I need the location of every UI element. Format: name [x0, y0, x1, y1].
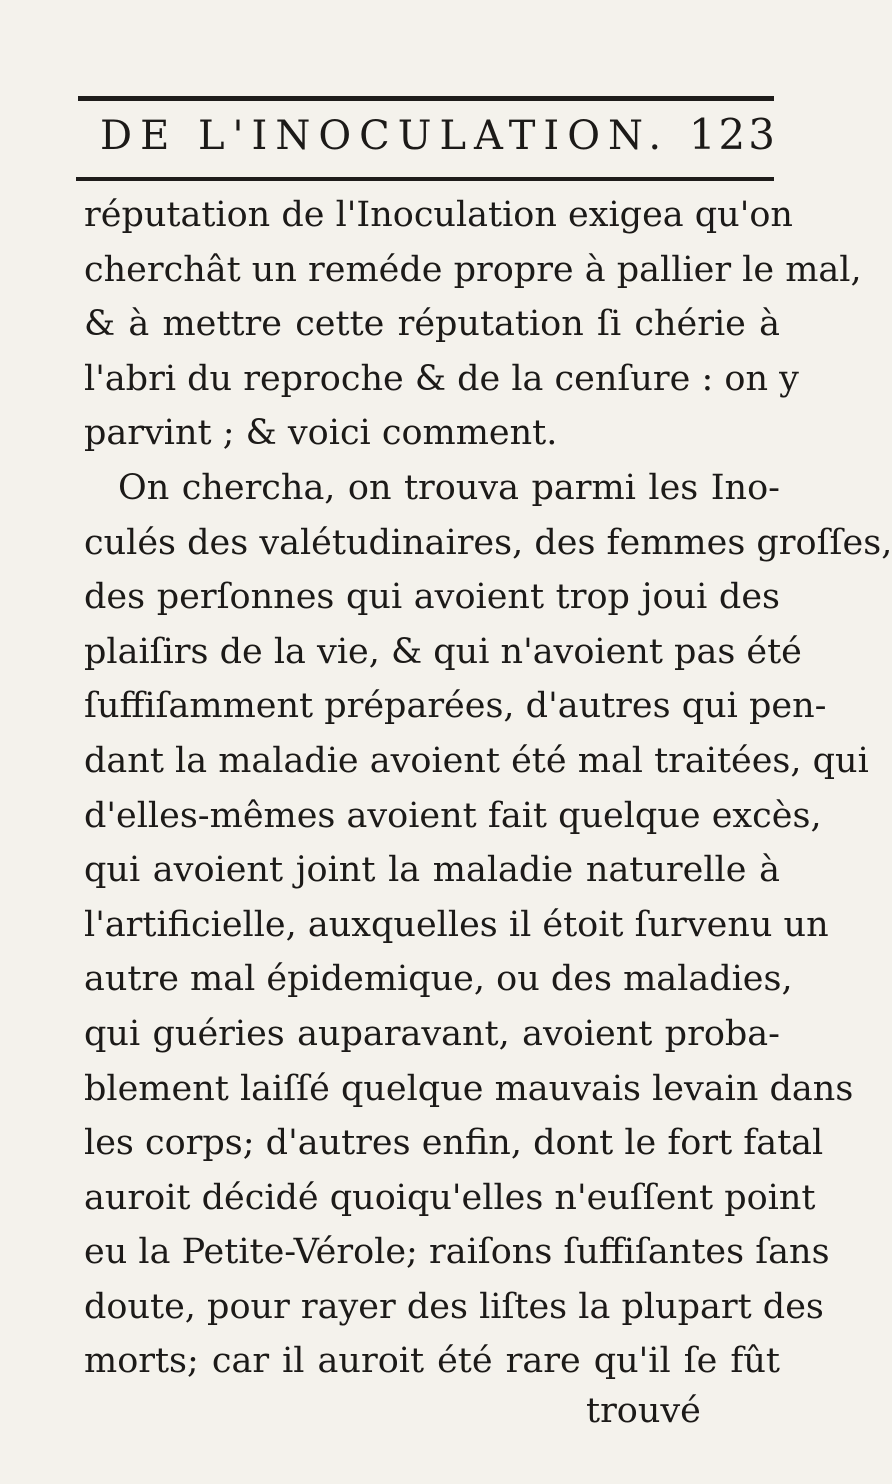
header-rule-top — [78, 96, 774, 101]
text-line: ſuffiſamment préparées, d'autres qui pen- — [84, 686, 827, 727]
text-line: qui guéries auparavant, avoient proba- — [84, 1013, 780, 1054]
text-line: blement laiſſé quelque mauvais levain dans — [84, 1068, 854, 1109]
text-line: l'abri du reproche & de la cenſure : on y — [84, 358, 799, 399]
text-line: autre mal épidemique, ou des maladies, — [84, 959, 793, 1000]
text-line: doute, pour rayer des liſtes la plupart des — [84, 1286, 824, 1327]
text-line: des perſonnes qui avoient trop joui des — [84, 577, 780, 618]
text-line: & à mettre cette réputation ſi chérie à — [84, 304, 780, 345]
text-line: auroit décidé quoiqu'elles n'euſſent point — [84, 1177, 816, 1218]
text-line: les corps; d'autres enfin, dont le fort fatal — [84, 1123, 824, 1164]
text-line: qui avoient joint la maladie naturelle à — [84, 850, 780, 891]
text-line: cherchât un reméde propre à pallier le mal, — [84, 249, 862, 290]
text-line: réputation de l'Inoculation exigea qu'on — [84, 195, 793, 235]
text-line: parvint ; & voici comment. — [84, 413, 558, 454]
body-text — [84, 188, 892, 1389]
page-number: 123 — [688, 110, 778, 159]
header-rule-bottom — [76, 177, 774, 181]
text-line: d'elles-mêmes avoient fait quelque excès, — [84, 795, 822, 836]
text-line: plaiſirs de la vie, & qui n'avoient pas été — [84, 631, 802, 672]
running-head — [100, 110, 778, 170]
running-title: DE L'INOCULATION. — [100, 113, 670, 159]
text-line: morts; car il auroit été rare qu'il ſe fût — [84, 1341, 780, 1382]
text-line: l'artificielle, auxquelles il étoit ſurvenu un — [84, 904, 829, 945]
text-line: eu la Petite-Vérole; raiſons ſuffiſantes ſans — [84, 1232, 830, 1273]
text-line: dant la maladie avoient été mal traitées, qui — [84, 740, 869, 781]
text-line: culés des valétudinaires, des femmes groſſes, — [84, 522, 892, 563]
catchword: trouvé — [586, 1391, 701, 1431]
text-line: On chercha, on trouva parmi les Ino- — [118, 467, 780, 508]
